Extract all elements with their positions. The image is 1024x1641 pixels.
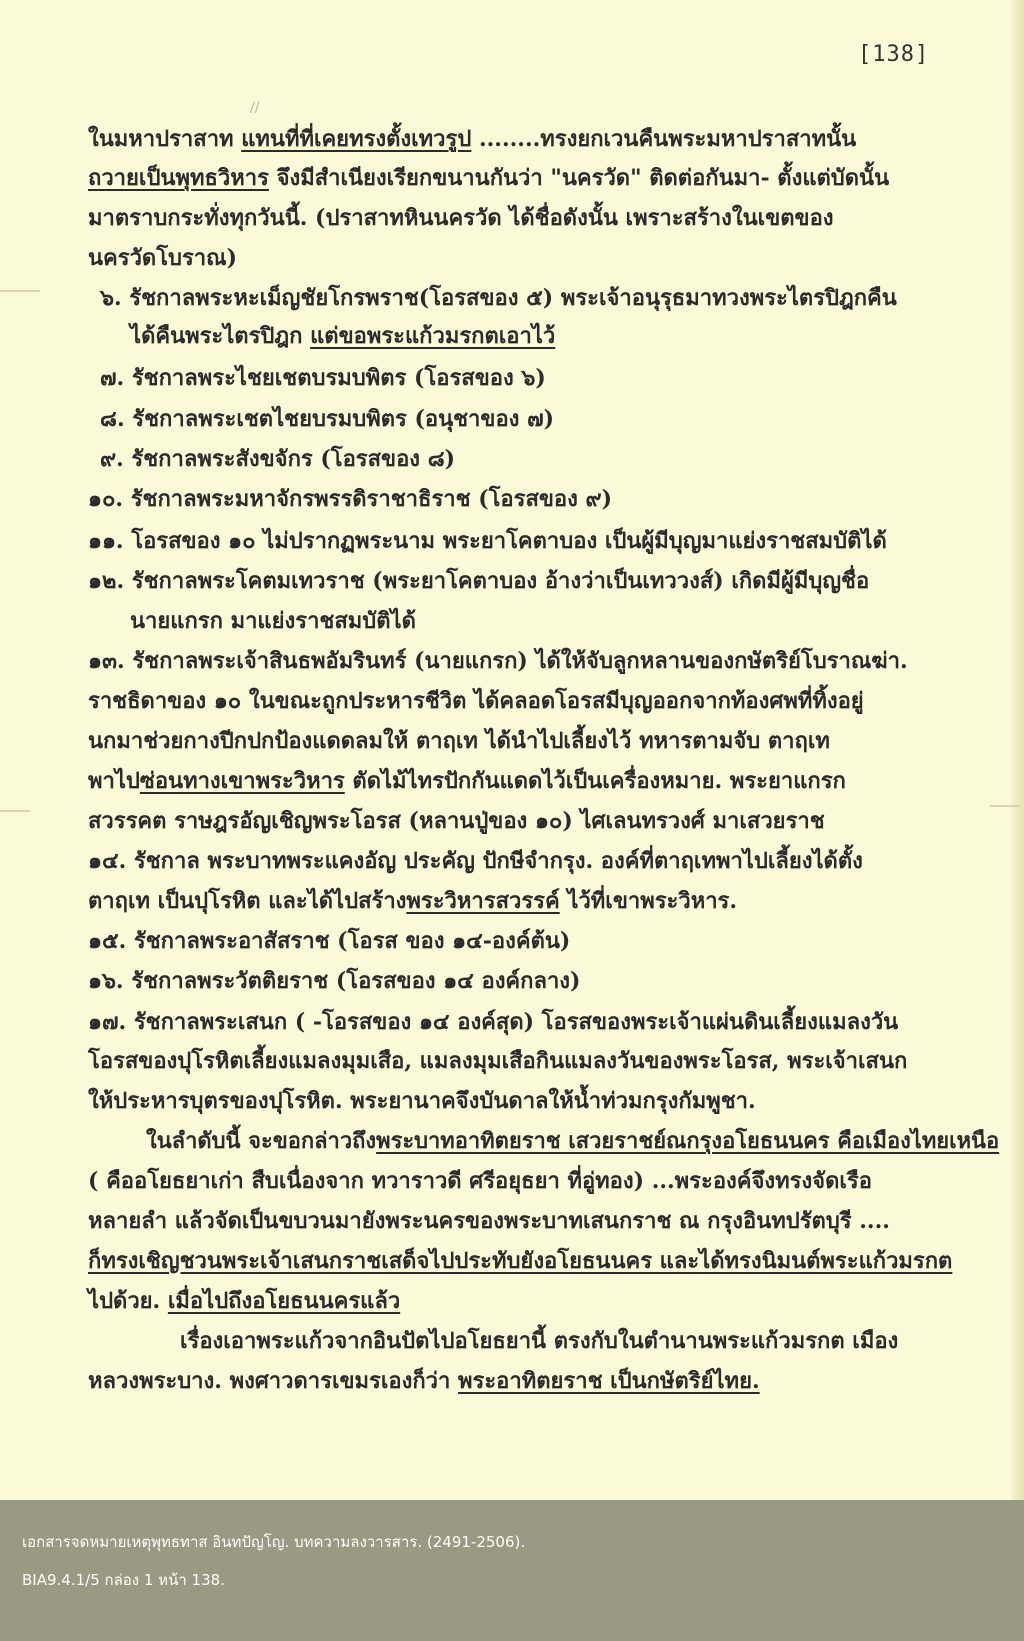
underlined-text: ซ่อนทางเขาพระวิหาร <box>139 768 345 794</box>
text-line <box>88 163 889 193</box>
text-line <box>88 966 580 996</box>
text-line <box>100 444 455 474</box>
text-line <box>88 1086 756 1116</box>
text-segment: เรื่องเอาพระแก้วจากอินปัตไปอโยธยานี้ ตรงกับในตำนานพระแก้วมรกต เมือง <box>180 1328 899 1354</box>
text-segment: ไปด้วย. <box>88 1288 168 1314</box>
underlined-text: แทนที่ที่เคยทรงตั้งเทวรูป <box>241 126 472 152</box>
text-line <box>88 846 863 876</box>
text-segment: ในลำดับนี้ จะขอกล่าวถึง <box>146 1128 377 1154</box>
text-segment: ( คืออโยธยาเก่า สืบเนื่องจาก ทวาราวดี ศรีอยุธยา ที่อู่ทอง) ...พระองค์จึงทรงจัดเรือ <box>88 1168 872 1194</box>
text-line <box>88 566 869 596</box>
text-segment: นายแกรก มาแย่งราชสมบัติได้ <box>130 608 416 634</box>
margin-mark <box>0 810 30 812</box>
text-segment: หลายลำ แล้วจัดเป็นขบวนมายังพระนครของพระบาทเสนกราช ณ กรุงอินทปรัตบุรี .... <box>88 1208 890 1234</box>
text-segment: ในมหาปราสาท <box>88 126 242 152</box>
text-segment: หลวงพระบาง. พงศาวดารเขมรเองก็ว่า <box>88 1368 459 1394</box>
text-segment: โอรสของปุโรหิตเลี้ยงแมลงมุมเสือ, แมลงมุมเสือกินแมลงวันของพระโอรส, พระเจ้าเสนก <box>88 1048 908 1074</box>
text-segment: นครวัดโบราณ) <box>88 245 237 271</box>
text-line <box>100 363 546 393</box>
underlined-text: พระบาทอาทิตยราช เสวยราชย์ณกรุงอโยธนนคร คือเมืองไทยเหนือ <box>376 1128 1000 1154</box>
text-segment: ๑๑. โอรสของ ๑๐ ไม่ปรากฏพระนาม พระยาโคตาบอง เป็นผู้มีบุญมาแย่งราชสมบัติได้ <box>88 528 887 554</box>
text-line <box>88 1286 400 1316</box>
text-line <box>88 1007 898 1037</box>
text-line <box>88 484 612 514</box>
page-number: [138] <box>858 42 930 67</box>
text-segment: พาไป <box>88 768 140 794</box>
text-segment: ๗. รัชกาลพระไชยเชตบรมบพิตร (โอรสของ ๖) <box>100 365 546 391</box>
text-segment: ๖. รัชกาลพระหะเม็ญชัยโกรพราช(โอรสของ ๕) พระเจ้าอนุรุธมาทวงพระไตรปิฎกคืน <box>100 285 897 311</box>
text-segment: ราชธิดาของ ๑๐ ในขณะถูกประหารชีวิต ได้คลอดโอรสมีบุญออกจากท้องศพที่ทิ้งอยู่ <box>88 688 864 714</box>
text-segment: ๑๓. รัชกาลพระเจ้าสินธพอัมรินทร์ (นายแกรก) ได้ให้จับลูกหลานของกษัตริย์โบราณฆ่า. <box>88 648 908 674</box>
text-line <box>100 283 897 313</box>
text-segment: ให้ประหารบุตรของปุโรหิต. พระยานาคจึงบันดาลให้น้ำท่วมกรุงกัมพูชา. <box>88 1088 756 1114</box>
text-line <box>88 1046 907 1076</box>
caption-title: เอกสารจดหมายเหตุพุทธทาส อินทปัญโญ. บทความลงวารสาร. (2491-2506). <box>22 1533 526 1551</box>
text-segment: นกมาช่วยกางปีกปกป้องแดดลมให้ ตาฤเท ได้นำไปเลี้ยงไว้ ทหารตามจับ ตาฤเท <box>88 728 830 754</box>
text-line <box>88 646 908 676</box>
text-line <box>88 526 887 556</box>
underlined-text: พระวิหารสวรรค์ <box>406 888 560 914</box>
text-line <box>88 203 834 233</box>
text-segment: สวรรคต ราษฎรอัญเชิญพระโอรส (หลานปู่ของ ๑๐) ไศเลนทรวงศ์ มาเสวยราช <box>88 808 825 834</box>
text-line <box>88 926 570 956</box>
margin-mark <box>990 805 1020 807</box>
text-segment: ๑๔. รัชกาล พระบาทพระแคงอัญ ประคัญ ปักษีจำกรุง. องค์ที่ตาฤเทพาไปเลี้ยงได้ตั้ง <box>88 848 863 874</box>
text-segment: ตัดไม้ไทรปักกันแดดไว้เป็นเครื่องหมาย. พระยาแกรก <box>344 768 846 794</box>
text-segment: ได้คืนพระไตรปิฎก <box>130 323 311 349</box>
underlined-text: แต่ขอพระแก้วมรกตเอาไว้ <box>310 323 556 349</box>
text-line <box>88 886 737 916</box>
caption-bar <box>0 1500 1024 1641</box>
text-line <box>88 806 825 836</box>
text-segment: ไว้ที่เขาพระวิหาร. <box>559 888 738 914</box>
underlined-text: พระอาทิตยราช เป็นกษัตริย์ไทย. <box>458 1368 760 1394</box>
text-segment: มาตราบกระทั่งทุกวันนี้. (ปราสาทหินนครวัด ได้ชื่อดังนั้น เพราะสร้างในเขตของ <box>88 205 834 231</box>
text-segment: ๑๒. รัชกาลพระโคตมเทวราช (พระยาโคตาบอง อ้างว่าเป็นเทววงส์) เกิดมีผู้มีบุญชื่อ <box>88 568 870 594</box>
text-line <box>88 686 864 716</box>
text-segment: ๑๕. รัชกาลพระอาสัสราช (โอรส ของ ๑๔-องค์ต้น) <box>88 928 571 954</box>
text-line <box>88 1206 890 1236</box>
text-segment: ๑๐. รัชกาลพระมหาจักรพรรดิราชาธิราช (โอรสของ ๙) <box>88 486 613 512</box>
text-line <box>130 606 416 636</box>
margin-mark <box>0 290 40 292</box>
text-segment: ๘. รัชกาลพระเชตไชยบรมบพิตร (อนุชาของ ๗) <box>100 406 555 432</box>
text-line <box>130 321 555 351</box>
text-segment: ........ทรงยกเวนคืนพระมหาปราสาทนั้น <box>471 126 857 152</box>
text-line <box>88 1366 760 1396</box>
text-segment: ๑๗. รัชกาลพระเสนก ( -โอรสของ ๑๔ องค์สุด) โอรสของพระเจ้าแผ่นดินเลี้ยงแมลงวัน <box>88 1009 899 1035</box>
text-segment: จึงมีสำเนียงเรียกขนานกันว่า "นครวัด" ติดต่อกันมา- ตั้งแต่บัดนั้น <box>268 165 890 191</box>
underlined-text: ก็ทรงเชิญชวนพระเจ้าเสนกราชเสด็จไปประทับยังอโยธนนคร และได้ทรงนิมนต์พระแก้วมรกต <box>88 1248 953 1274</box>
caption-reference: BIA9.4.1/5 กล่อง 1 หน้า 138. <box>22 1571 225 1589</box>
underlined-text: ถวายเป็นพุทธวิหาร <box>88 165 269 191</box>
underlined-text: เมื่อไปถึงอโยธนนครแล้ว <box>167 1288 401 1314</box>
text-line <box>146 1126 999 1156</box>
text-line <box>180 1326 898 1356</box>
pencil-marks: // <box>250 100 260 116</box>
text-line <box>88 124 856 154</box>
text-segment: ตาฤเท เป็นปุโรหิต และได้ไปสร้าง <box>88 888 407 914</box>
text-segment: ๙. รัชกาลพระสังขจักร (โอรสของ ๘) <box>100 446 456 472</box>
text-line <box>88 1246 952 1276</box>
text-line <box>88 726 830 756</box>
text-segment: ๑๖. รัชกาลพระวัตติยราช (โอรสของ ๑๔ องค์กลาง) <box>88 968 581 994</box>
text-line <box>88 243 237 273</box>
text-line <box>88 766 846 796</box>
text-line <box>88 1166 872 1196</box>
text-line <box>100 404 554 434</box>
page-edge-shadow <box>1012 0 1024 1500</box>
